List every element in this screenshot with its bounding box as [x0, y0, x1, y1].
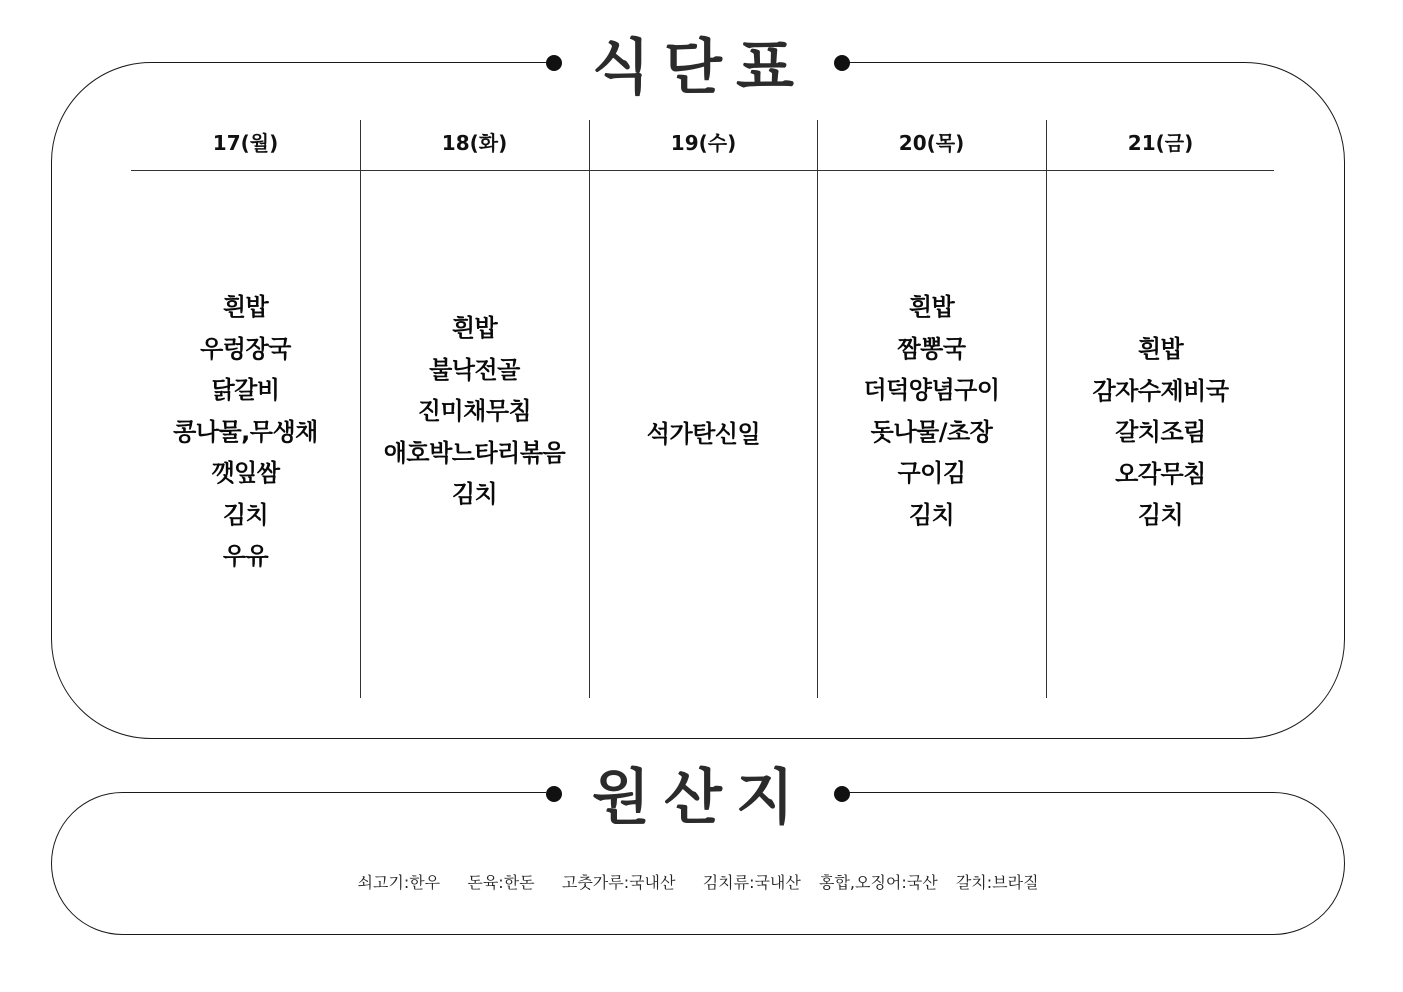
menu-title: 식단표 — [592, 33, 808, 103]
dish-item: 감자수제비국 — [1092, 376, 1229, 405]
menu-title-dot-right — [834, 55, 850, 71]
dish-item: 석가탄신일 — [646, 420, 761, 448]
day-header-thu: 20(목) — [898, 130, 965, 155]
day-header-mon: 17(월) — [212, 130, 279, 155]
dish-item: 더덕양념구이 — [863, 376, 1000, 404]
dish-item: 흰밥 — [222, 293, 269, 321]
origin-title: 원산지 — [592, 763, 808, 833]
dish-item: 우렁장국 — [200, 334, 291, 363]
dish-list-thu — [817, 287, 1046, 536]
dish-list-tue — [360, 308, 589, 516]
dish-item: 갈치조림 — [1115, 418, 1206, 446]
origin-title-dot-left — [546, 786, 562, 802]
header-divider-line — [131, 170, 1274, 171]
dish-item: 애호박느타리볶음 — [383, 438, 566, 467]
column-divider — [589, 120, 590, 698]
dish-item: 진미채무침 — [417, 397, 532, 425]
dish-item: 김치 — [222, 500, 269, 529]
day-header-tue: 18(화) — [441, 130, 508, 155]
dish-item: 콩나물,무생채 — [173, 417, 318, 446]
dish-item: 닭갈비 — [211, 376, 280, 404]
dish-item: 흰밥 — [908, 293, 955, 321]
day-header-wed: 19(수) — [670, 130, 737, 155]
dish-list-mon — [131, 287, 360, 578]
dish-item: 짬뽕국 — [897, 334, 966, 363]
dish-list-fri — [1046, 329, 1275, 537]
dish-list-wed — [589, 414, 818, 456]
origin-title-dot-right — [834, 786, 850, 802]
dish-item: 흰밥 — [451, 314, 498, 342]
origin-info-text: 쇠고기:한우 돈육:한돈 고춧가루:국내산 김치류:국내산 홍합,오징어:국산 갈치:브라질 — [357, 873, 1039, 892]
dish-item: 불낙전골 — [429, 355, 520, 384]
dish-item: 김치 — [908, 500, 955, 529]
dish-item: 김치 — [1137, 501, 1184, 529]
dish-item: 오각무침 — [1115, 459, 1206, 488]
dish-item: 우유 — [222, 542, 269, 570]
dish-item: 흰밥 — [1137, 335, 1184, 363]
dish-item: 깻잎쌈 — [211, 459, 280, 487]
day-header-fri: 21(금) — [1127, 130, 1194, 155]
dish-item: 김치 — [451, 480, 498, 508]
dish-item: 구이김 — [897, 459, 966, 487]
dish-item: 돗나물/초장 — [870, 417, 993, 446]
menu-title-dot-left — [546, 55, 562, 71]
